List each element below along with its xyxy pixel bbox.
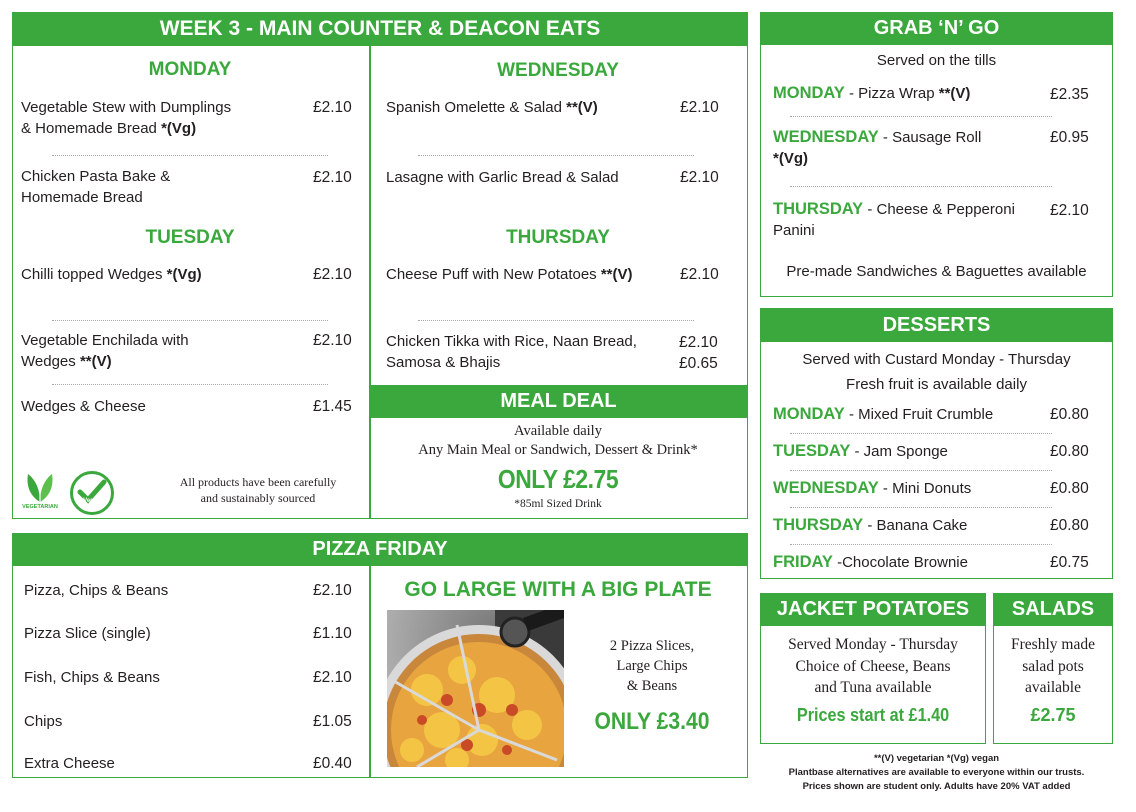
desserts-title: DESSERTS [760,308,1113,342]
price: £0.75 [1050,554,1089,571]
diet-tag: *(Vg) [773,150,808,167]
dessert-day: MONDAY [773,405,845,423]
dessert-desc: - Banana Cake [863,517,968,534]
jacket-potatoes-price: Prices start at £1.40 [796,705,950,725]
footnote-text: **(V) vegetarian *(Vg) vegan [873,753,1000,764]
day-heading-tuesday: TUESDAY [145,227,235,248]
price: £0.80 [1050,406,1089,423]
menu-item-vegetable-enchilada [21,330,189,372]
note-text: and sustainably sourced [200,491,316,505]
vegan-check-icon [73,474,111,512]
jacket-potatoes-description [762,634,984,699]
dessert-item-monday [773,404,993,425]
dessert-day: WEDNESDAY [773,479,879,497]
item-text: Wedges & Cheese [21,398,146,415]
menu-item-cheese-puff [386,264,633,285]
price: £2.10 [313,169,352,186]
dessert-day: FRIDAY [773,553,833,571]
dotted-divider [790,507,1052,508]
dessert-desc: - Mini Donuts [878,480,972,497]
grab-n-go-subtitle: Served on the tills [876,52,997,69]
meal-deal-description [370,422,746,460]
salads-price: £2.75 [1030,705,1076,725]
price [679,332,718,374]
grab-day: MONDAY [773,84,845,102]
vegan-logo [70,471,114,515]
grab-desc: - Sausage Roll [878,129,982,146]
diet-tag: *(Vg) [161,120,197,137]
sustainably-sourced-note [150,474,366,506]
price: £2.10 [680,266,719,283]
big-plate-price: ONLY £3.40 [594,708,710,735]
item-text: Cheese Puff with New Potatoes [386,266,601,283]
dotted-divider [790,186,1052,187]
vegetarian-logo [22,468,58,514]
diet-tag: **(V) [79,353,112,370]
salads-title: SALADS [993,593,1113,626]
pizza-item: Pizza, Chips & Beans [24,582,169,599]
meal-deal-note: *85ml Sized Drink [514,498,602,510]
main-counter-title: WEEK 3 - MAIN COUNTER & DEACON EATS [12,12,748,46]
menu-item-chilli-wedges [21,264,202,285]
diet-tag: **(V) [938,85,971,102]
pizza-item: Fish, Chips & Beans [24,669,160,686]
big-plate-title: GO LARGE WITH A BIG PLATE [404,578,712,601]
note-text: All products have been carefully [179,475,337,489]
item-text: Vegetable Enchilada with [21,332,189,349]
dotted-divider [790,544,1052,545]
price: £2.10 [313,99,352,116]
dotted-divider [52,384,328,385]
item-text: Samosa & Bhajis [386,354,501,371]
meal-deal-title: MEAL DEAL [369,385,748,418]
item-text: Wedges [21,353,80,370]
item-text: Spanish Omelette & Salad [386,99,567,116]
dessert-day: TUESDAY [773,442,851,460]
footnote-text: Plantbase alternatives are available to everyone within our trusts. [788,767,1085,778]
vegan-logo-text: Vegan [83,498,101,504]
dessert-item-friday [773,552,968,573]
grab-n-go-title: GRAB ‘N’ GO [760,12,1113,45]
grab-day: THURSDAY [773,200,864,218]
grab-day: WEDNESDAY [773,128,879,146]
dotted-divider [418,320,694,321]
dessert-desc: - Mixed Fruit Crumble [844,406,994,423]
dessert-item-thursday [773,515,967,536]
grab-desc: - Cheese & Pepperoni [863,201,1015,218]
diet-tag: **(V) [600,266,633,283]
jacket-text: Choice of Cheese, Beans [795,657,951,675]
pizza-divider [369,566,371,778]
jacket-text: Served Monday - Thursday [788,636,958,653]
dotted-divider [790,116,1052,117]
diet-tag: *(Vg) [166,266,202,283]
big-plate-text: Large Chips [616,658,688,674]
dessert-item-wednesday [773,478,971,499]
salads-description [995,634,1111,699]
dotted-divider [790,433,1052,434]
price: £0.80 [1050,480,1089,497]
dessert-desc: -Chocolate Brownie [832,554,968,571]
price: £2.10 [313,669,352,686]
grab-item-wednesday [773,127,981,169]
price: £1.45 [313,398,352,415]
meal-deal-text: Available daily [514,423,602,439]
desserts-sub-text: Fresh fruit is available daily [846,376,1027,393]
item-text: Chicken Pasta Bake & [21,168,171,185]
price-text: £0.65 [679,355,718,372]
salads-text: Freshly made [1011,636,1095,653]
pizza-image [387,610,564,767]
price: £2.35 [1050,86,1089,103]
item-text: & Homemade Bread [21,120,162,137]
pizza-friday-title: PIZZA FRIDAY [12,533,748,566]
menu-item-vegetable-stew [21,97,231,139]
vegetarian-logo-text: VEGETARIAN [22,504,58,510]
salads-text: available [1025,679,1081,696]
grab-desc: Panini [773,222,815,239]
price: £2.10 [313,266,352,283]
menu-item-chicken-tikka [386,331,637,373]
grab-item-monday [773,83,970,104]
price: £0.80 [1050,443,1089,460]
price: £2.10 [313,582,352,599]
desserts-subtitle [762,347,1111,397]
menu-item-lasagne [386,167,619,188]
grab-item-thursday [773,199,1015,241]
item-text: Chicken Tikka with Rice, Naan Bread, [386,333,637,350]
dessert-item-tuesday [773,441,948,462]
price: £0.40 [313,755,352,772]
day-heading-wednesday: WEDNESDAY [497,60,619,81]
big-plate-text: 2 Pizza Slices, [609,638,695,654]
diet-tag: **(V) [566,99,598,116]
grab-n-go-footer: Pre-made Sandwiches & Baguettes available [786,263,1087,280]
dessert-day: THURSDAY [773,516,864,534]
salads-text: salad pots [1022,657,1084,675]
item-text: Chilli topped Wedges [21,266,167,283]
price: £2.10 [680,169,719,186]
dotted-divider [790,470,1052,471]
price: £1.10 [313,625,352,642]
pizza-item: Extra Cheese [24,755,115,772]
menu-item-spanish-omelette [386,97,598,118]
meal-deal-price: ONLY £2.75 [497,464,619,494]
big-plate-description [572,636,732,696]
dessert-desc: - Jam Sponge [850,443,948,460]
price: £1.05 [313,713,352,730]
footnotes [760,752,1113,794]
pizza-item: Chips [24,713,63,730]
price: £2.10 [313,332,352,349]
item-text: Vegetable Stew with Dumplings [21,99,232,116]
menu-item-chicken-pasta-bake [21,166,170,208]
price: £2.10 [1050,202,1089,219]
pizza-photo [387,610,564,767]
jacket-text: and Tuna available [814,679,932,696]
dotted-divider [52,320,328,321]
desserts-sub-text: Served with Custard Monday - Thursday [802,351,1071,368]
big-plate-text: & Beans [626,678,678,694]
price: £0.95 [1050,129,1089,146]
day-heading-monday: MONDAY [148,59,232,80]
meal-deal-text: Any Main Meal or Sandwich, Dessert & Drink* [418,442,698,458]
item-text: Homemade Bread [21,189,143,206]
jacket-potatoes-title: JACKET POTATOES [760,593,986,626]
dotted-divider [52,155,328,156]
footnote-text: Prices shown are student only. Adults have 20% VAT added [802,781,1071,792]
menu-item-wedges-cheese [21,396,146,417]
pizza-item: Pizza Slice (single) [24,625,151,642]
day-heading-thursday: THURSDAY [506,227,610,248]
item-text: Lasagne with Garlic Bread & Salad [386,169,619,186]
grab-desc: - Pizza Wrap [844,85,939,102]
price: £0.80 [1050,517,1089,534]
price-text: £2.10 [679,334,718,351]
dotted-divider [418,155,694,156]
price: £2.10 [680,99,719,116]
